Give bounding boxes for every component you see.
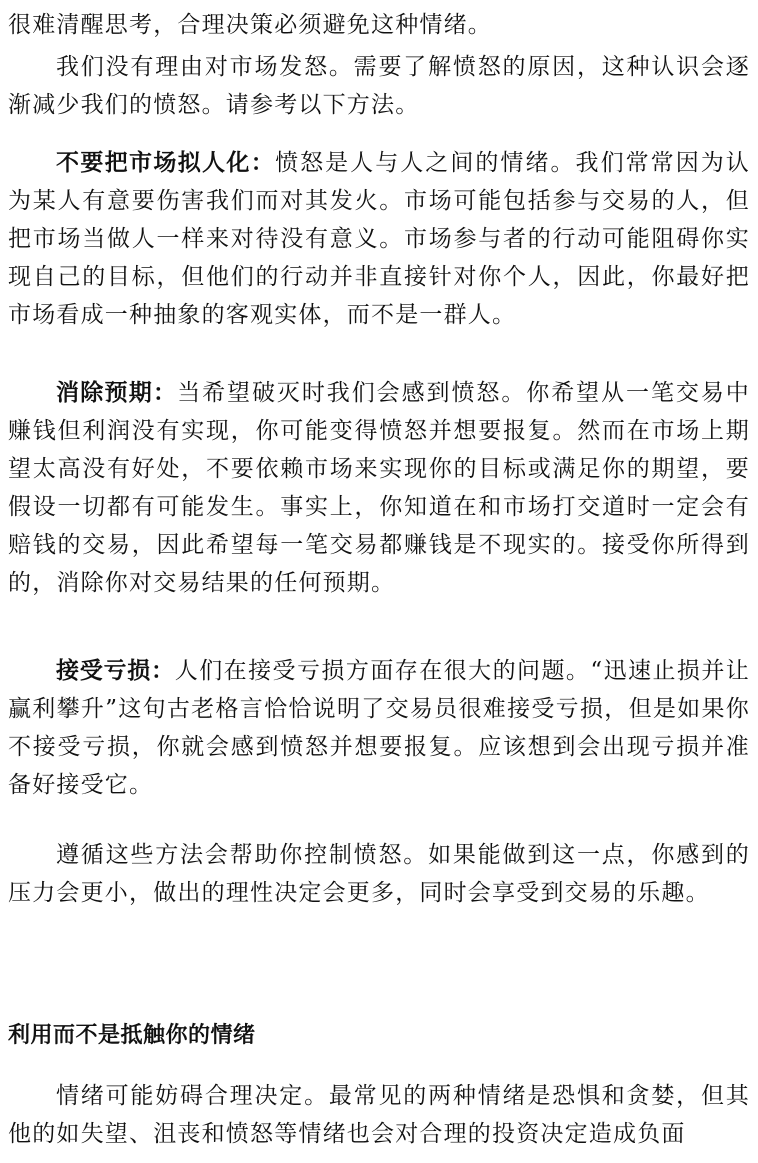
section-heading: 利用而不是抵触你的情绪 <box>8 1023 256 1048</box>
term-dont-personify: 不要把市场拟人化： <box>56 150 276 176</box>
term-accept-losses: 接受亏损： <box>56 658 175 684</box>
paragraph-accept-losses <box>8 652 750 804</box>
paragraph-market-anger: 我们没有理由对市场发怒。需要了解愤怒的原因，这种认识会逐渐减少我们的愤怒。请参考以下方法。 <box>8 54 750 118</box>
paragraph-body: 当希望破灭时我们会感到愤怒。你希望从一笔交易中赚钱但利润没有实现，你可能变得愤怒并想要报复。然而在市场上期望太高没有好处，不要依赖市场来实现你的目标或满足你的期望，要假设一切都有可能发生。事实上，你知道在和市场打交道时一定会有赔钱的交易，因此希望每一笔交易都赚钱是不现实的。接受你所得到的，消除你对交易结果的任何预期。 <box>8 380 750 596</box>
paragraph-emotions-intro: 情绪可能妨碍合理决定。最常见的两种情绪是恐惧和贪婪，但其他的如失望、沮丧和愤怒等情绪也会对合理的投资决定造成负面 <box>8 1083 750 1147</box>
paragraph-continuation: 很难清醒思考，合理决策必须避免这种情绪。 <box>8 12 492 38</box>
term-eliminate-expectations: 消除预期： <box>56 380 178 406</box>
paragraph-eliminate-expectations <box>8 374 750 602</box>
paragraph-dont-personify-market <box>8 144 750 334</box>
paragraph-body: 人们在接受亏损方面存在很大的问题。“迅速止损并让赢利攀升”这句古老格言恰恰说明了交易员很难接受亏损，但是如果你不接受亏损，你就会感到愤怒并想要报复。应该想到会出现亏损并准备好接受它。 <box>8 658 751 798</box>
paragraph-control-anger: 遵循这些方法会帮助你控制愤怒。如果能做到这一点，你感到的压力会更小，做出的理性决定会更多，同时会享受到交易的乐趣。 <box>8 842 750 906</box>
paragraph-body: 愤怒是人与人之间的情绪。我们常常因为认为某人有意要伤害我们而对其发火。市场可能包括参与交易的人，但把市场当做人一样来对待没有意义。市场参与者的行动可能阻碍你实现自己的目标，但他们的行动并非直接针对你个人，因此，你最好把市场看成一种抽象的客观实体，而不是一群人。 <box>8 150 750 328</box>
